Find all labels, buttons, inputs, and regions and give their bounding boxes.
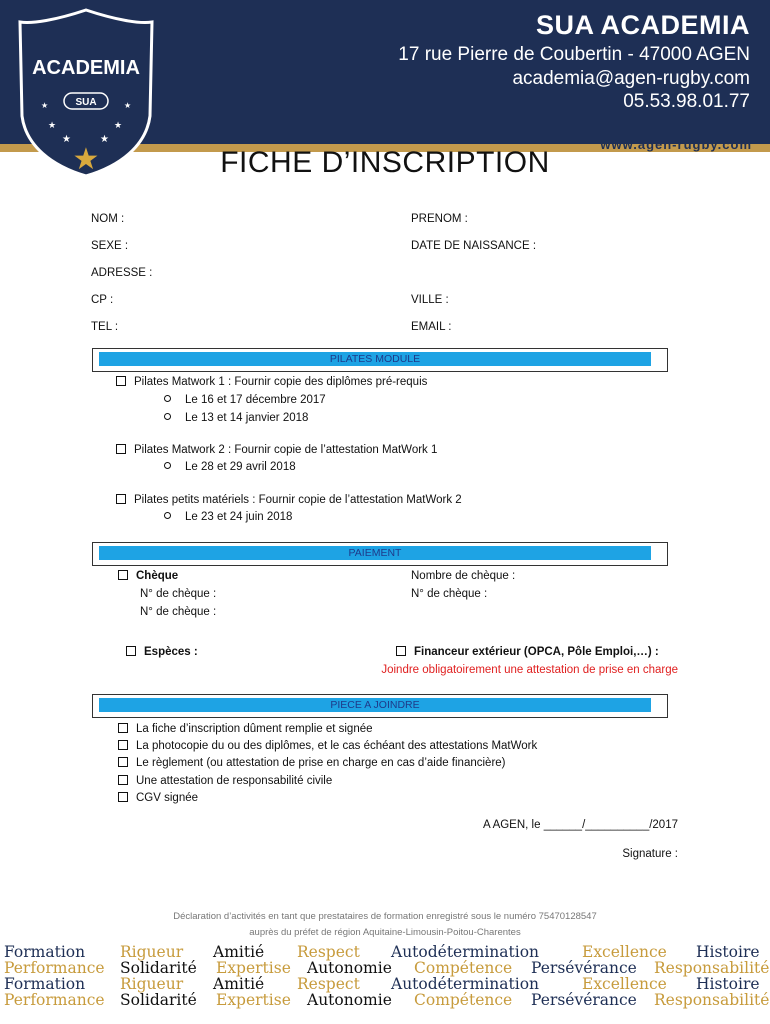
logo-text: ACADEMIA — [32, 57, 140, 79]
checkbox-icon[interactable] — [118, 757, 128, 767]
cheque-checkbox-item[interactable]: Chèque — [118, 570, 178, 582]
tel-field: TEL : — [91, 321, 119, 333]
module-1-checkbox-item[interactable]: Pilates Matwork 1 : Fournir copie des diplômes pré-requis — [116, 376, 427, 388]
svg-text:★: ★ — [114, 120, 123, 130]
org-email: academia@agen-rugby.com — [512, 68, 750, 89]
ville-field: VILLE : — [411, 294, 449, 306]
document-title: FICHE D’INSCRIPTION — [220, 146, 550, 179]
financeur-checkbox-item[interactable]: Financeur extérieur (OPCA, Pôle Emploi,…) : — [396, 646, 659, 658]
module-3-checkbox-item[interactable]: Pilates petits matériels : Fournir copie de l’attestation MatWork 2 — [116, 494, 462, 506]
piece-item-1[interactable]: La fiche d’inscription dûment remplie et signée — [118, 723, 373, 735]
checkbox-icon[interactable] — [118, 723, 128, 733]
cheque-number-3: N° de chèque : — [411, 588, 488, 600]
module-2-checkbox-item[interactable]: Pilates Matwork 2 : Fournir copie de l’attestation MatWork 1 — [116, 444, 437, 456]
module-1-date-1: Le 16 et 17 décembre 2017 — [164, 394, 326, 406]
values-row-1: Formation Rigueur Amitié Respect Autodétermination Excellence Histoire — [4, 943, 760, 961]
sexe-field: SEXE : — [91, 240, 129, 252]
logo-sub-text: SUA — [75, 97, 97, 108]
cheque-number-2: N° de chèque : — [140, 606, 217, 618]
values-row-3: Formation Rigueur Amitié Respect Autodétermination Excellence Histoire — [4, 975, 760, 993]
org-name: SUA ACADEMIA — [536, 10, 750, 40]
signature-label: Signature : — [622, 848, 678, 860]
circle-bullet-icon — [164, 512, 171, 519]
nom-field: NOM : — [91, 213, 125, 225]
email-field: EMAIL : — [411, 321, 452, 333]
checkbox-icon[interactable] — [118, 792, 128, 802]
org-phone: 05.53.98.01.77 — [623, 91, 750, 112]
financeur-note: Joindre obligatoirement une attestation de prise en charge — [381, 664, 678, 676]
checkbox-icon[interactable] — [118, 570, 128, 580]
checkbox-icon[interactable] — [118, 740, 128, 750]
adresse-field: ADRESSE : — [91, 267, 153, 279]
svg-text:★: ★ — [72, 143, 100, 176]
circle-bullet-icon — [164, 413, 171, 420]
svg-text:★: ★ — [48, 120, 57, 130]
piece-item-4[interactable]: Une attestation de responsabilité civile — [118, 775, 332, 787]
especes-checkbox-item[interactable]: Espèces : — [126, 646, 198, 658]
checkbox-icon[interactable] — [126, 646, 136, 656]
pilates-section-header — [92, 348, 668, 372]
module-3-date-1: Le 23 et 24 juin 2018 — [164, 511, 292, 523]
prenom-field: PRENOM : — [411, 213, 468, 225]
declaration-line-1: Déclaration d’activités en tant que prestataires de formation enregistré sous le numéro 75470128547 — [173, 911, 597, 922]
cheque-count: Nombre de chèque : — [411, 570, 516, 582]
svg-text:★: ★ — [124, 101, 132, 110]
declaration-line-2: auprès du préfet de région Aquitaine-Limousin-Poitou-Charentes — [249, 927, 521, 938]
pilates-heading: PILATES MODULE — [99, 352, 651, 366]
signature-date-line: A AGEN, le ______/__________/2017 — [482, 819, 678, 831]
checkbox-icon[interactable] — [118, 775, 128, 785]
svg-text:★: ★ — [100, 134, 109, 145]
org-address: 17 rue Pierre de Coubertin - 47000 AGEN — [398, 44, 750, 65]
values-row-2: Performance Solidarité Expertise Autonomie Compétence Persévérance Responsabilité — [4, 959, 770, 977]
date-naissance-field: DATE DE NAISSANCE : — [411, 240, 537, 252]
piece-item-5[interactable]: CGV signée — [118, 792, 198, 804]
paiement-section-header — [92, 542, 668, 566]
org-website: www.agen-rugby.com — [600, 137, 752, 152]
module-1-date-2: Le 13 et 14 janvier 2018 — [164, 412, 308, 424]
checkbox-icon[interactable] — [116, 376, 126, 386]
piece-item-3[interactable]: Le règlement (ou attestation de prise en charge en cas d’aide financière) — [118, 757, 506, 769]
circle-bullet-icon — [164, 395, 171, 402]
piece-item-2[interactable]: La photocopie du ou des diplômes, et le cas échéant des attestations MatWork — [118, 740, 537, 752]
circle-bullet-icon — [164, 462, 171, 469]
cp-field: CP : — [91, 294, 114, 306]
cheque-number-1: N° de chèque : — [140, 588, 217, 600]
paiement-heading: PAIEMENT — [99, 546, 651, 560]
pieces-section-header — [92, 694, 668, 718]
module-2-date-1: Le 28 et 29 avril 2018 — [164, 461, 296, 473]
checkbox-icon[interactable] — [396, 646, 406, 656]
checkbox-icon[interactable] — [116, 444, 126, 454]
checkbox-icon[interactable] — [116, 494, 126, 504]
values-row-4: Performance Solidarité Expertise Autonomie Compétence Persévérance Responsabilité — [4, 991, 770, 1009]
svg-text:★: ★ — [41, 101, 49, 110]
svg-text:★: ★ — [62, 134, 71, 145]
pieces-heading: PIECE A JOINDRE — [99, 698, 651, 712]
